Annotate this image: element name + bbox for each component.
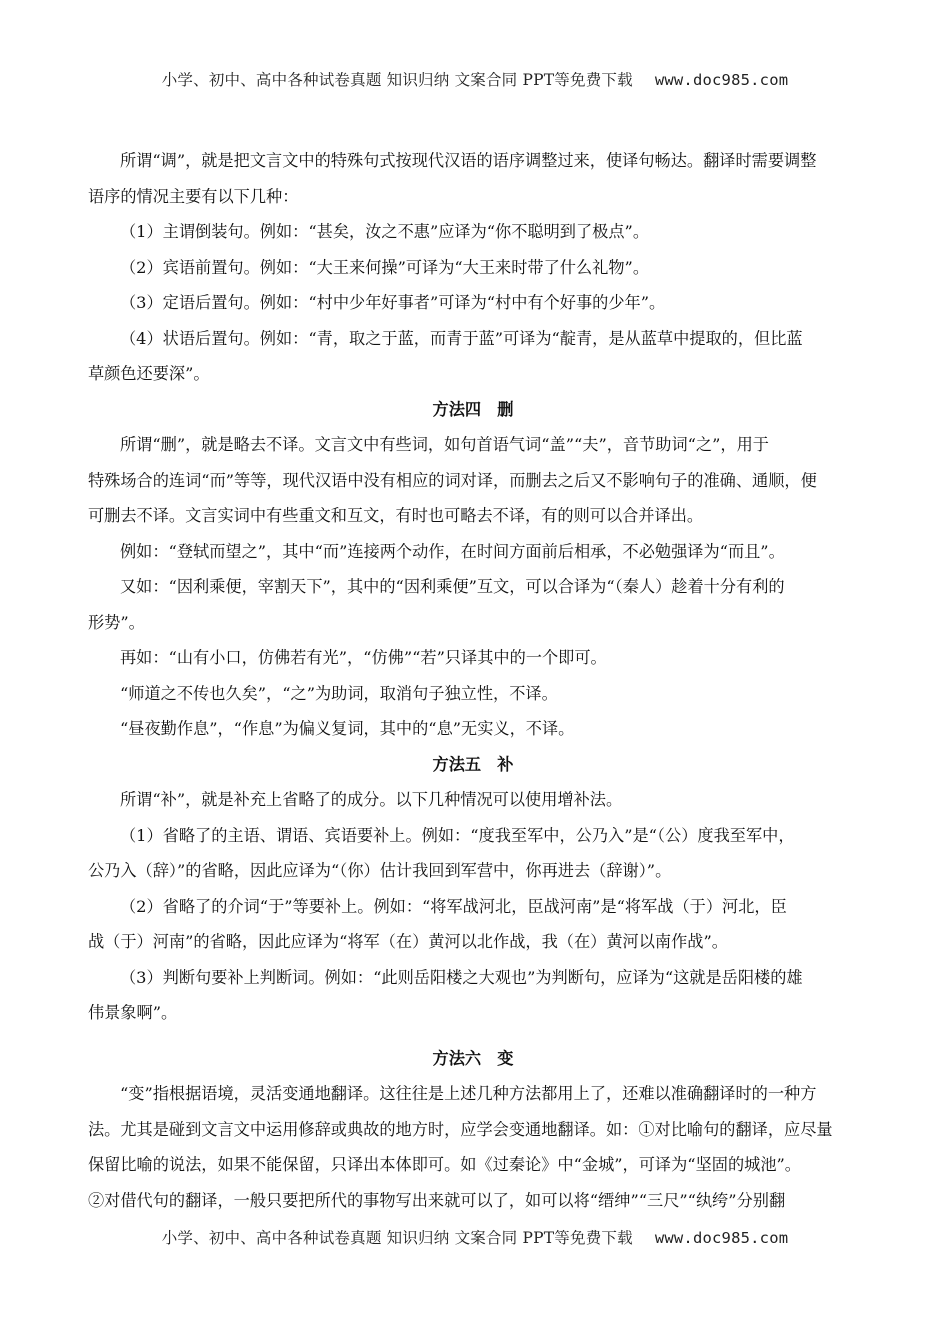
paragraph-line: 可删去不译。文言实词中有些重文和互文，有时也可略去不译，有的则可以合并译出。 — [88, 506, 704, 525]
section-heading-method-4: 方法四 删 — [432, 399, 514, 419]
list-item: （2）省略了的介词“于”等要补上。例如：“将军战河北，臣战河南”是“将军战（于）河北，臣 — [120, 896, 787, 916]
paragraph-line: 伟景象啊”。 — [88, 1003, 178, 1022]
paragraph-line: 所谓“补”，就是补充上省略了的成分。以下几种情况可以使用增补法。 — [120, 790, 623, 809]
list-item: （1）主谓倒装句。例如：“甚矣，汝之不惠”应译为“你不聪明到了极点”。 — [120, 222, 650, 241]
list-item: （4）状语后置句。例如：“青，取之于蓝，而青于蓝”可译为“靛青，是从蓝草中提取的，但比蓝 — [120, 328, 803, 348]
list-item: （3）定语后置句。例如：“村中少年好事者”可译为“村中有个好事的少年”。 — [120, 293, 666, 312]
section-heading-method-6: 方法六 变 — [432, 1048, 514, 1068]
paragraph-line: 形势”。 — [88, 612, 145, 632]
list-item: （3）判断句要补上判断词。例如：“此则岳阳楼之大观也”为判断句，应译为“这就是岳阳楼的雄 — [120, 967, 803, 987]
paragraph-line: 法。尤其是碰到文言文中运用修辞或典故的地方时，应学会变通地翻译。如：①对比喻句的翻译，应尽量 — [88, 1119, 833, 1139]
example-line: 再如：“山有小口，仿佛若有光”，“仿佛”“若”只译其中的一个即可。 — [120, 648, 607, 667]
paragraph-line: 语序的情况主要有以下几种： — [88, 186, 299, 206]
footer-site-link[interactable]: www.doc985.com — [654, 1229, 789, 1247]
paragraph-line: 特殊场合的连词“而”等等，现代汉语中没有相应的词对译，而删去之后又不影响句子的准确、通顺，便 — [88, 470, 817, 490]
paragraph-line: “变”指根据语境，灵活变通地翻译。这往往是上述几种方法都用上了，还难以准确翻译时的一种方 — [120, 1084, 817, 1103]
example-line: 例如：“登轼而望之”，其中“而”连接两个动作，在时间方面前后相承，不必勉强译为“而且”。 — [120, 541, 785, 561]
list-item: （1）省略了的主语、谓语、宾语要补上。例如：“度我至军中，公乃入”是“（公）度我至军中， — [120, 825, 795, 845]
list-item: （2）宾语前置句。例如：“大王来何操”可译为“大王来时带了什么礼物”。 — [120, 257, 650, 277]
paragraph-line: ②对借代句的翻译，一般只要把所代的事物写出来就可以了，如可以将“缙绅”“三尺”“纨绔”分别翻 — [88, 1190, 786, 1210]
example-line: “昼夜勤作息”，“作息”为偏义复词，其中的“息”无实义，不译。 — [120, 719, 575, 738]
example-line: “师道之不传也久矣”，“之”为助词，取消句子独立性，不译。 — [120, 683, 558, 703]
section-heading-method-5: 方法五 补 — [432, 754, 514, 774]
paragraph-line: 所谓“删”，就是略去不译。文言文中有些词，如句首语气词“盖”“夫”，音节助词“之”，用于 — [120, 435, 769, 454]
paragraph-line: 草颜色还要深”。 — [88, 364, 210, 383]
document-body — [88, 143, 858, 1218]
paragraph-line: 所谓“调”，就是把文言文中的特殊句式按现代汉语的语序调整过来，使译句畅达。翻译时需要调整 — [120, 151, 817, 170]
paragraph-line: 保留比喻的说法，如果不能保留，只译出本体即可。如《过秦论》中“金城”，可译为“坚固的城池”。 — [88, 1155, 801, 1174]
header-text: 小学、初中、高中各种试卷真题 知识归纳 文案合同 PPT等免费下载 — [161, 71, 633, 89]
footer-text: 小学、初中、高中各种试卷真题 知识归纳 文案合同 PPT等免费下载 — [161, 1229, 633, 1247]
page-header — [0, 68, 950, 90]
example-line: 又如：“因利乘便，宰割天下”，其中的“因利乘便”互文，可以合译为“（秦人）趁着十分有利的 — [120, 577, 785, 596]
header-site-link[interactable]: www.doc985.com — [654, 71, 789, 89]
paragraph-line: 公乃入（辞）”的省略，因此应译为“（你）估计我回到军营中，你再进去（辞谢）”。 — [88, 861, 672, 880]
page-footer — [0, 1226, 950, 1248]
paragraph-line: 战（于）河南”的省略，因此应译为“将军（在）黄河以北作战，我（在）黄河以南作战”。 — [88, 932, 728, 951]
